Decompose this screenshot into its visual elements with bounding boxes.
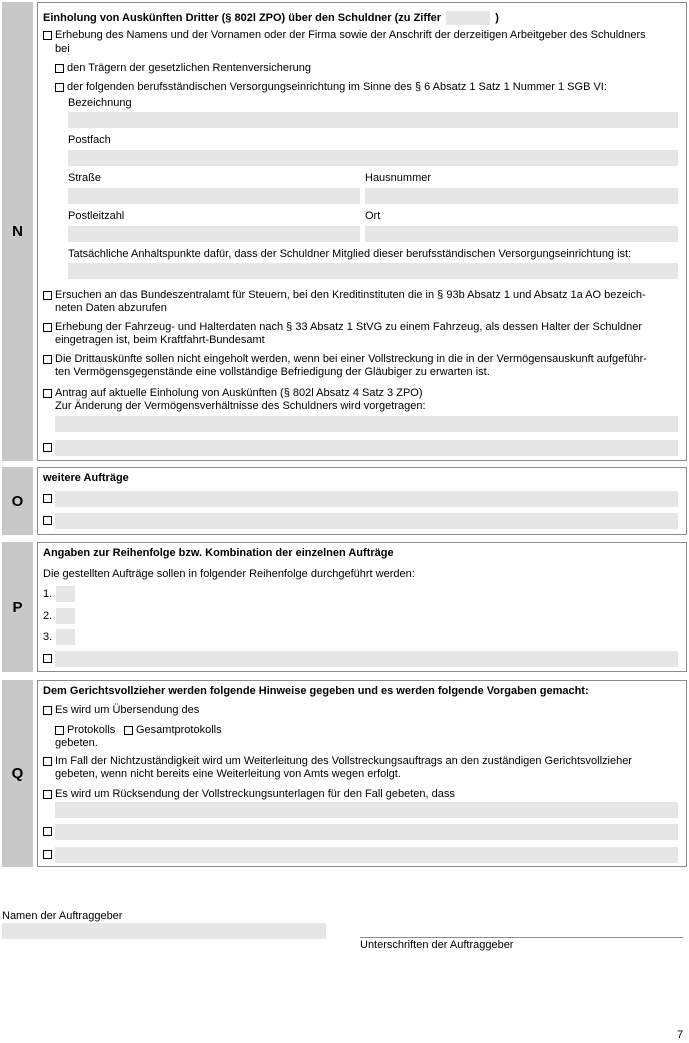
section-label: O bbox=[2, 467, 33, 535]
section-p bbox=[2, 542, 687, 672]
bezeichnung-field[interactable] bbox=[68, 112, 678, 128]
other-field-p[interactable] bbox=[55, 651, 678, 667]
nicht-einholen-label-l1: Die Drittauskünfte sollen nicht eingeholt werden, wenn bei einer Vollstreckung in die in der Vermögensauskunft aufgeführ- bbox=[55, 353, 647, 365]
bezeichnung-label: Bezeichnung bbox=[68, 97, 132, 109]
anhaltspunkte-field[interactable] bbox=[68, 263, 678, 279]
kba-checkbox[interactable] bbox=[43, 323, 52, 332]
employer-checkbox[interactable] bbox=[43, 31, 52, 40]
postfach-label: Postfach bbox=[68, 134, 111, 146]
ziffer-field[interactable] bbox=[446, 11, 490, 25]
other-checkbox-p[interactable] bbox=[43, 654, 52, 663]
ruecksendung-label: Es wird um Rücksendung der Vollstreckungsunterlagen für den Fall gebeten, dass bbox=[55, 788, 455, 800]
order-number-2: 2. bbox=[43, 610, 53, 622]
employer-label-cont: bei bbox=[55, 43, 70, 55]
order-number-3: 3. bbox=[43, 631, 53, 643]
weiterleitung-label-l2: gebeten, wenn nicht bereits eine Weiterleitung von Amts wegen erfolgt. bbox=[55, 768, 401, 780]
section-label: P bbox=[2, 542, 33, 672]
section-q-box bbox=[37, 680, 687, 867]
other-checkbox-q2[interactable] bbox=[43, 850, 52, 859]
uebersendung-checkbox[interactable] bbox=[43, 706, 52, 715]
ruecksendung-field[interactable] bbox=[55, 802, 678, 818]
reihenfolge-intro: Die gestellten Aufträge sollen in folgender Reihenfolge durchgeführt werden: bbox=[43, 568, 415, 580]
gesamtprotokolls-checkbox[interactable] bbox=[124, 726, 133, 735]
auftrag-1-field[interactable] bbox=[55, 491, 678, 507]
protokolls-label: Protokolls bbox=[67, 724, 116, 736]
uebersendung-label: Es wird um Übersendung des bbox=[55, 704, 200, 716]
section-label: N bbox=[2, 2, 33, 461]
rentenversicherung-label: den Trägern der gesetzlichen Rentenversicherung bbox=[67, 62, 311, 74]
order-field-2[interactable] bbox=[56, 608, 75, 624]
versorgungseinrichtung-label: der folgenden berufsständischen Versorgungseinrichtung im Sinne des § 6 Absatz 1 Satz 1 Nummer 1 SGB VI: bbox=[67, 81, 607, 93]
page-number: 7 bbox=[677, 1029, 684, 1041]
section-q bbox=[2, 680, 687, 867]
section-o bbox=[2, 467, 687, 535]
aktuelle-einholung-checkbox[interactable] bbox=[43, 389, 52, 398]
section-title: Dem Gerichtsvollzieher werden folgende Hinweise gegeben und es werden folgende Vorgaben gemacht: bbox=[43, 685, 589, 697]
other-field-n[interactable] bbox=[55, 440, 678, 456]
order-field-3[interactable] bbox=[56, 629, 75, 645]
versorgungseinrichtung-checkbox[interactable] bbox=[55, 83, 64, 92]
aktuelle-einholung-label-l1: Antrag auf aktuelle Einholung von Auskünften (§ 802l Absatz 4 Satz 3 ZPO) bbox=[55, 387, 423, 399]
unterschriften-label: Unterschriften der Auftraggeber bbox=[360, 939, 514, 951]
kba-label-l1: Erhebung der Fahrzeug- und Halterdaten nach § 33 Absatz 1 StVG zu einem Fahrzeug, als dessen Halter der Schuldner bbox=[55, 321, 643, 333]
section-p-box bbox=[37, 542, 687, 672]
employer-label: Erhebung des Namens und der Vornamen oder der Firma sowie der Anschrift der derzeitigen Arbeitgeber des Schuldners bbox=[55, 29, 646, 41]
strasse-label: Straße bbox=[68, 172, 102, 184]
plz-field[interactable] bbox=[68, 226, 360, 242]
bzst-label-l2: neten Daten abzurufen bbox=[55, 302, 167, 314]
hausnummer-field[interactable] bbox=[365, 188, 678, 204]
namen-field[interactable] bbox=[2, 923, 326, 939]
gesamtprotokolls-label: Gesamtprotokolls bbox=[136, 724, 222, 736]
namen-label: Namen der Auftraggeber bbox=[2, 910, 123, 922]
auftrag-1-checkbox[interactable] bbox=[43, 494, 52, 503]
plz-label: Postleitzahl bbox=[68, 210, 125, 222]
auftrag-2-checkbox[interactable] bbox=[43, 516, 52, 525]
section-n bbox=[2, 2, 687, 461]
order-number-1: 1. bbox=[43, 588, 53, 600]
section-title: weitere Aufträge bbox=[43, 472, 129, 484]
section-title: Einholung von Auskünften Dritter (§ 802l ZPO) über den Schuldner (zu Ziffer ) bbox=[43, 11, 499, 24]
section-label: Q bbox=[2, 680, 33, 867]
auftrag-2-field[interactable] bbox=[55, 513, 678, 529]
section-o-box bbox=[37, 467, 687, 535]
order-field-1[interactable] bbox=[56, 586, 75, 602]
ort-label: Ort bbox=[365, 210, 381, 222]
ort-field[interactable] bbox=[365, 226, 678, 242]
signature-line bbox=[360, 937, 683, 938]
gebeten-label: gebeten. bbox=[55, 737, 98, 749]
protokolls-checkbox[interactable] bbox=[55, 726, 64, 735]
anhaltspunkte-label: Tatsächliche Anhaltspunkte dafür, dass der Schuldner Mitglied dieser berufsständischen Versorgungseinrichtung ist: bbox=[68, 248, 632, 260]
strasse-field[interactable] bbox=[68, 188, 360, 204]
ruecksendung-checkbox[interactable] bbox=[43, 790, 52, 799]
kba-label-l2: eingetragen ist, beim Kraftfahrt-Bundesamt bbox=[55, 334, 265, 346]
weiterleitung-checkbox[interactable] bbox=[43, 757, 52, 766]
aktuelle-einholung-label-l2: Zur Änderung der Vermögensverhältnisse des Schuldners wird vorgetragen: bbox=[55, 400, 426, 412]
postfach-field[interactable] bbox=[68, 150, 678, 166]
section-title: Angaben zur Reihenfolge bzw. Kombination der einzelnen Aufträge bbox=[43, 547, 394, 559]
rentenversicherung-checkbox[interactable] bbox=[55, 64, 64, 73]
bzst-checkbox[interactable] bbox=[43, 291, 52, 300]
vermoegensverhaeltnisse-field[interactable] bbox=[55, 416, 678, 432]
nicht-einholen-label-l2: ten Vermögensgegenstände eine vollständige Befriedigung der Gläubiger zu erwarten ist. bbox=[55, 366, 490, 378]
other-checkbox-n[interactable] bbox=[43, 443, 52, 452]
other-field-q2[interactable] bbox=[55, 847, 678, 863]
weiterleitung-label-l1: Im Fall der Nichtzuständigkeit wird um Weiterleitung des Vollstreckungsauftrags an den zuständigen Gerichtsvollzieher bbox=[55, 755, 632, 767]
hausnummer-label: Hausnummer bbox=[365, 172, 432, 184]
nicht-einholen-checkbox[interactable] bbox=[43, 355, 52, 364]
other-checkbox-q1[interactable] bbox=[43, 827, 52, 836]
bzst-label-l1: Ersuchen an das Bundeszentralamt für Steuern, bei den Kreditinstituten die in § 93b Absatz 1 und Absatz 1a AO bezeich- bbox=[55, 289, 646, 301]
other-field-q1[interactable] bbox=[55, 824, 678, 840]
section-n-box bbox=[37, 2, 687, 461]
